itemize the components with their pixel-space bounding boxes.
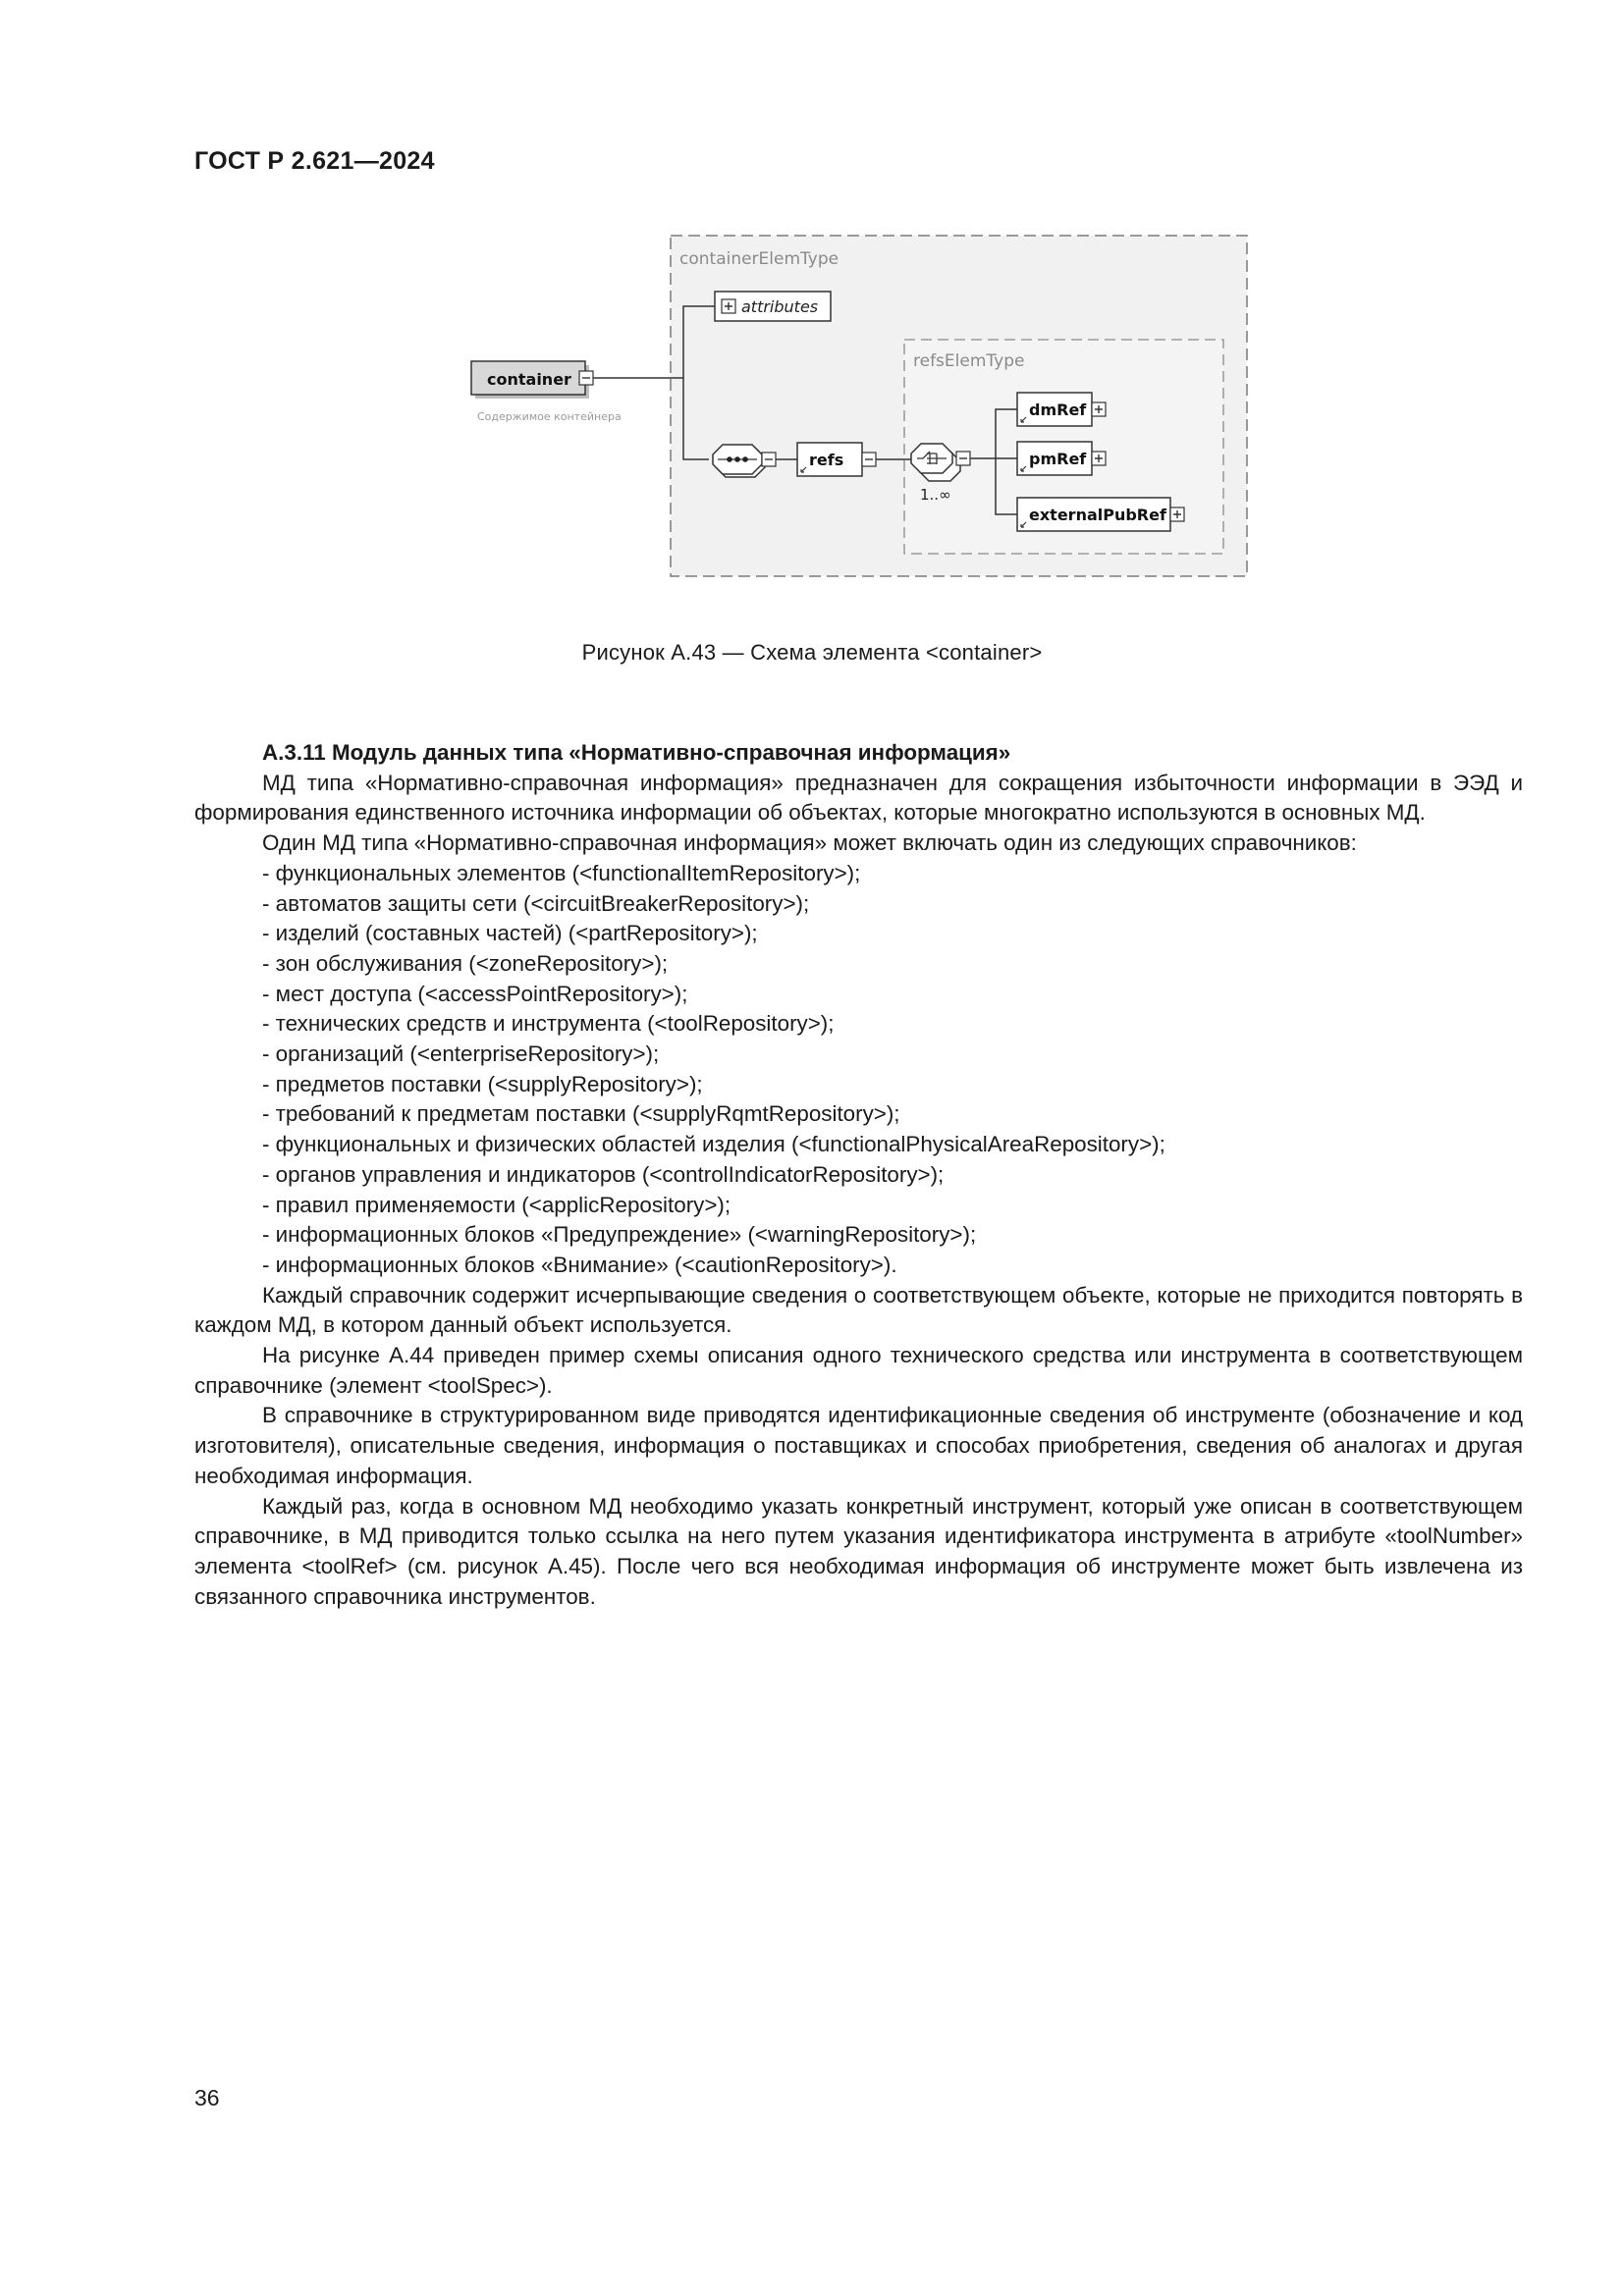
- attributes-label: attributes: [741, 297, 819, 316]
- paragraph-3: Каждый справочник содержит исчерпывающие сведения о соответствующем объекте, которые не приходится повторять в каждом МД, в котором данный объект используется.: [194, 1282, 1523, 1338]
- list-item: - технических средств и инструмента (<toolRepository>);: [262, 1011, 835, 1037]
- sequence-dot-3: [742, 456, 748, 462]
- page-number: 36: [194, 2085, 220, 2110]
- sequence-dot-2: [734, 456, 740, 462]
- paragraph-2: Один МД типа «Нормативно-справочная информация» может включать один из следующих справочников:: [262, 830, 1357, 856]
- list-item: - изделий (составных частей) (<partRepository>);: [262, 921, 758, 946]
- list-item: - функциональных элементов (<functionalItemRepository>);: [262, 860, 861, 885]
- root-element-label: container: [487, 370, 571, 389]
- schema-diagram: [452, 221, 1257, 594]
- list-item: - функциональных и физических областей изделия (<functionalPhysicalAreaRepository>);: [262, 1132, 1165, 1157]
- list-item: - организаций (<enterpriseRepository>);: [262, 1041, 660, 1067]
- paragraph-6: Каждый раз, когда в основном МД необходимо указать конкретный инструмент, который уже описан в соответствующем справочнике, в МД приводится только ссылка на него путем указания идентификатора инструмента в атрибуте «toolNumber» элемента <toolRef> (см. рисунок А.45). После чего вся необходимая информация об инструменте может быть извлечена из связанного справочника инструментов.: [194, 1493, 1523, 1609]
- inner-type-label: refsElemType: [913, 351, 1025, 371]
- list-item: - информационных блоков «Предупреждение» (<warningRepository>);: [262, 1222, 977, 1248]
- root-annotation: Содержимое контейнера: [477, 410, 622, 423]
- list-item: - информационных блоков «Внимание» (<cautionRepository>).: [262, 1252, 897, 1277]
- repository-list: [194, 859, 1523, 1281]
- list-item: - органов управления и индикаторов (<controlIndicatorRepository>);: [262, 1161, 945, 1187]
- refs-element-label: refs: [809, 451, 844, 469]
- section-heading: А.3.11 Модуль данных типа «Нормативно-справочная информация»: [262, 740, 1011, 765]
- schema-diagram-svg: [452, 221, 1257, 594]
- sequence-dot-1: [727, 456, 732, 462]
- list-item: - мест доступа (<accessPointRepository>);: [262, 981, 688, 1006]
- list-item: - автоматов защиты сети (<circuitBreakerRepository>);: [262, 890, 810, 916]
- list-item: - правил применяемости (<applicRepository>);: [262, 1192, 731, 1217]
- list-item: - предметов поставки (<supplyRepository>);: [262, 1071, 703, 1096]
- list-item: - требований к предметам поставки (<supplyRqmtRepository>);: [262, 1101, 900, 1127]
- document-header: ГОСТ Р 2.621—2024: [194, 147, 435, 175]
- paragraph-4: На рисунке А.44 приведен пример схемы описания одного технического средства или инструмента в соответствующем справочнике (элемент <toolSpec>).: [194, 1343, 1523, 1398]
- child-externalpubref-label: externalPubRef: [1029, 506, 1166, 524]
- list-item: - зон обслуживания (<zoneRepository>);: [262, 950, 669, 976]
- choice-cardinality: 1..∞: [920, 486, 951, 504]
- figure-caption: Рисунок А.43 — Схема элемента <container>: [581, 640, 1043, 665]
- paragraph-5: В справочнике в структурированном виде приводятся идентификационные сведения об инструменте (обозначение и код изготовителя), описательные сведения, информация о поставщиках и способах приобретения, сведения об аналогах и другая необходимая информация.: [194, 1403, 1523, 1488]
- section-body: [194, 738, 1523, 1612]
- child-dmref-label: dmRef: [1029, 400, 1087, 419]
- paragraph-1: МД типа «Нормативно-справочная информация» предназначен для сокращения избыточности информации в ЭЭД и формирования единственного источника информации об объектах, которые многократно используются в основных МД.: [194, 770, 1523, 826]
- child-pmref-label: pmRef: [1029, 450, 1087, 468]
- outer-type-label: containerElemType: [679, 249, 839, 269]
